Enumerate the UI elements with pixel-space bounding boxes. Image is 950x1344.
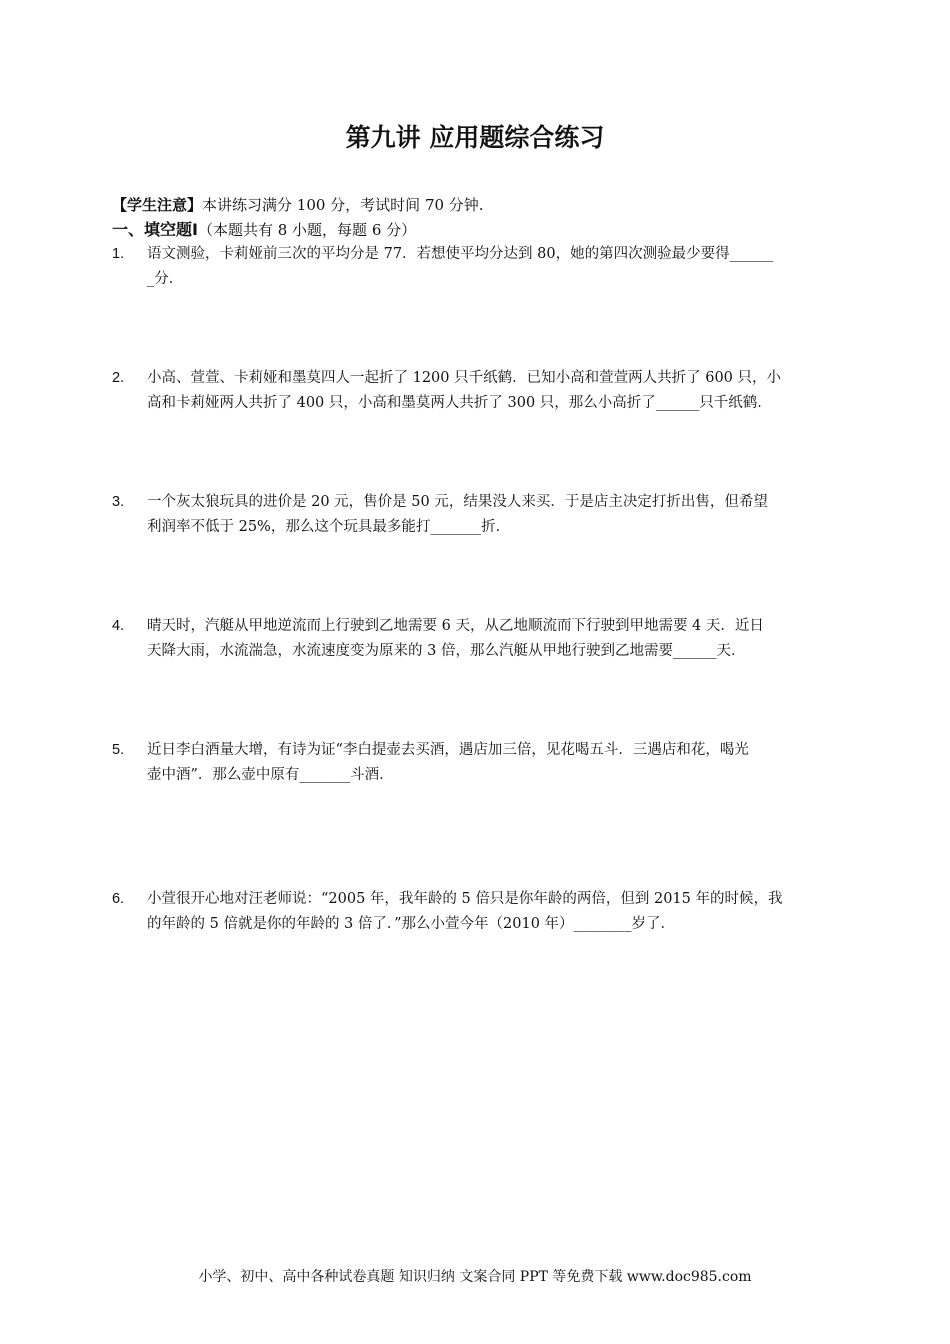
question-text-line: 壶中酒”．那么壶中原有_______斗酒．: [147, 767, 394, 783]
question-number: 2.: [112, 370, 125, 386]
question-2: [112, 366, 862, 416]
question-text-line: 近日李白酒量大增，有诗为证“李白提壶去买酒，遇店加三倍，见花喝五斗．三遇店和花，喝光: [147, 742, 749, 758]
section-label: 一、填空题Ⅰ: [112, 220, 198, 239]
question-text-line: 一个灰太狼玩具的进价是 20 元，售价是 50 元，结果没人来买．于是店主决定打折出售，但希望: [147, 494, 768, 510]
question-4: [112, 614, 862, 664]
student-note: [112, 194, 484, 215]
question-3: [112, 490, 862, 540]
question-1: [112, 242, 862, 292]
question-6: [112, 887, 862, 937]
note-text: 本讲练习满分 100 分，考试时间 70 分钟.: [202, 196, 484, 214]
question-text-line: 小萱很开心地对汪老师说：“2005 年，我年龄的 5 倍只是你年龄的两倍，但到 2015 年的时候，我: [147, 891, 783, 907]
question-number: 1.: [112, 246, 125, 262]
question-5: [112, 738, 862, 788]
question-text-line: 晴天时，汽艇从甲地逆流而上行驶到乙地需要 6 天，从乙地顺流而下行驶到甲地需要 4 天．近日: [147, 618, 764, 634]
question-text-line: 小高、萱萱、卡莉娅和墨莫四人一起折了 1200 只千纸鹤．已知小高和萱萱两人共折了 600 只，小: [147, 370, 782, 386]
question-number: 6.: [112, 891, 125, 907]
question-text-line: _分．: [147, 271, 184, 287]
question-text-line: 利润率不低于 25%，那么这个玩具最多能打_______折．: [147, 519, 511, 535]
question-text-line: 的年龄的 5 倍就是你的年龄的 3 倍了．”那么小萱今年（2010 年）________岁了．: [147, 916, 676, 932]
section-text: （本题共有 8 小题，每题 6 分）: [197, 221, 417, 239]
question-text-line: 高和卡莉娅两人共折了 400 只，小高和墨莫两人共折了 300 只，那么小高折了______只千纸鹤．: [147, 395, 772, 411]
question-text-line: 语文测验，卡莉娅前三次的平均分是 77．若想使平均分达到 80，她的第四次测验最少要得______: [147, 246, 774, 262]
page-title: 第九讲 应用题综合练习: [345, 123, 605, 152]
question-number: 5.: [112, 742, 125, 758]
note-label: 【学生注意】: [112, 196, 203, 214]
question-text-line: 天降大雨，水流湍急，水流速度变为原来的 3 倍，那么汽艇从甲地行驶到乙地需要______天．: [147, 643, 746, 659]
question-number: 4.: [112, 618, 125, 634]
section-heading: [112, 217, 416, 240]
question-number: 3.: [112, 494, 125, 510]
footer-text: 小学、初中、高中各种试卷真题 知识归纳 文案合同 PPT 等免费下载 www.doc985.com: [198, 1269, 752, 1285]
